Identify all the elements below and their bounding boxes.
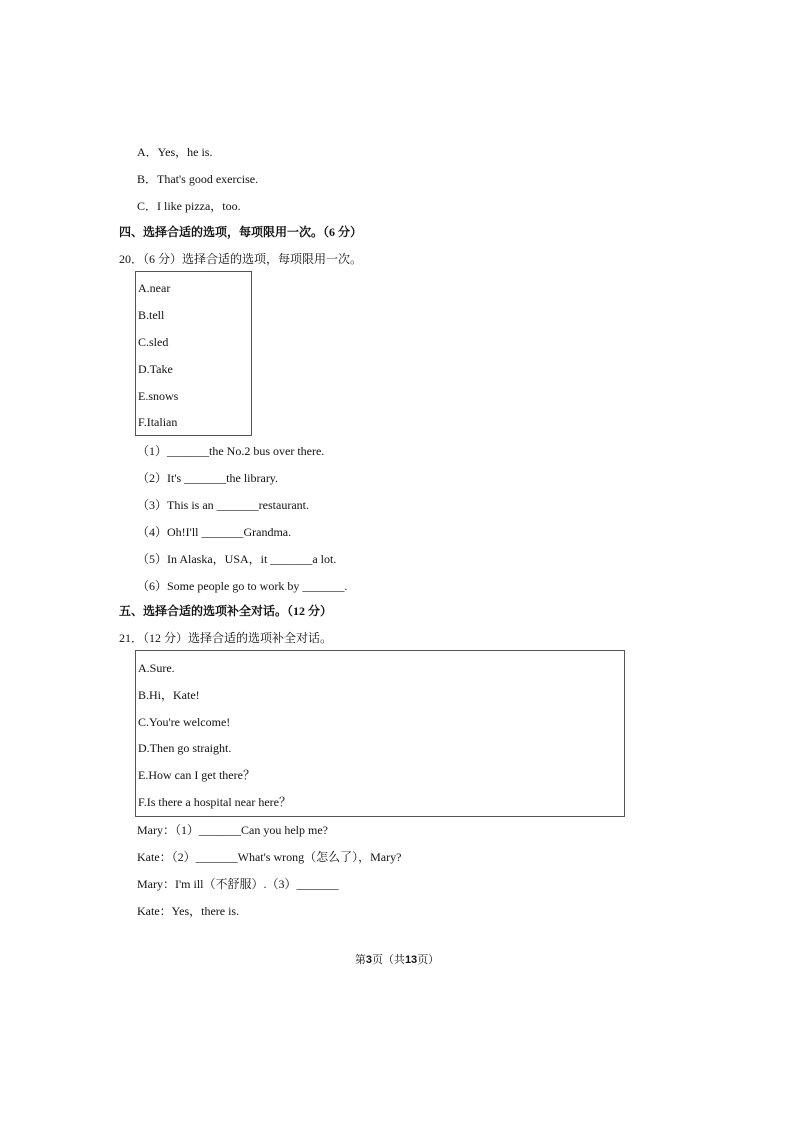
fill-blank-item: （2）It's _______the library. bbox=[137, 471, 279, 485]
fill-blank-item: （5）In Alaska，USA，it _______a lot. bbox=[137, 552, 337, 566]
question-title: 21．（12 分）选择合适的选项补全对话。 bbox=[119, 631, 333, 645]
dialogue-line: Kate：（2）_______What's wrong（怎么了），Mary? bbox=[137, 850, 402, 864]
section-heading: 四、选择合适的选项，每项限用一次。（6 分） bbox=[119, 225, 363, 239]
section-heading: 五、选择合适的选项补全对话。（12 分） bbox=[119, 604, 333, 618]
word-option: E.snows bbox=[138, 389, 179, 403]
dialogue-line: Kate：Yes，there is. bbox=[137, 904, 240, 918]
dialogue-option: B.Hi，Kate! bbox=[138, 688, 200, 702]
fill-blank-item: （6）Some people go to work by _______. bbox=[137, 579, 348, 593]
option-line: C．I like pizza，too. bbox=[137, 199, 241, 213]
option-line: B．That's good exercise. bbox=[137, 172, 259, 186]
word-option: D.Take bbox=[138, 362, 173, 376]
fill-blank-item: （3）This is an _______restaurant. bbox=[137, 498, 309, 512]
word-option: C.sled bbox=[138, 335, 169, 349]
word-option: A.near bbox=[138, 281, 171, 295]
fill-blank-item: （1）_______the No.2 bus over there. bbox=[137, 444, 325, 458]
fill-blank-item: （4）Oh!I'll _______Grandma. bbox=[137, 525, 292, 539]
page-middle: 页（共 bbox=[371, 954, 405, 966]
current-page: 3 bbox=[365, 954, 372, 966]
page-suffix: 页） bbox=[417, 954, 440, 966]
word-option: F.Italian bbox=[138, 415, 178, 429]
dialogue-line: Mary：（1）_______Can you help me? bbox=[137, 823, 328, 837]
dialogue-option: F.Is there a hospital near here？ bbox=[138, 795, 291, 809]
dialogue-option: C.You're welcome! bbox=[138, 715, 231, 729]
total-pages: 13 bbox=[404, 954, 418, 966]
dialogue-line: Mary：I'm ill（不舒服）.（3）_______ bbox=[137, 877, 339, 891]
dialogue-option: E.How can I get there？ bbox=[138, 768, 255, 782]
question-title: 20．（6 分）选择合适的选项，每项限用一次。 bbox=[119, 252, 363, 266]
dialogue-option: A.Sure. bbox=[138, 661, 175, 675]
page-prefix: 第 bbox=[354, 954, 366, 966]
word-bank-box bbox=[135, 271, 252, 436]
word-option: B.tell bbox=[138, 308, 165, 322]
option-line: A．Yes，he is. bbox=[137, 145, 213, 159]
dialogue-option: D.Then go straight. bbox=[138, 741, 232, 755]
page-number bbox=[0, 951, 794, 967]
dialogue-options-box bbox=[135, 650, 625, 817]
